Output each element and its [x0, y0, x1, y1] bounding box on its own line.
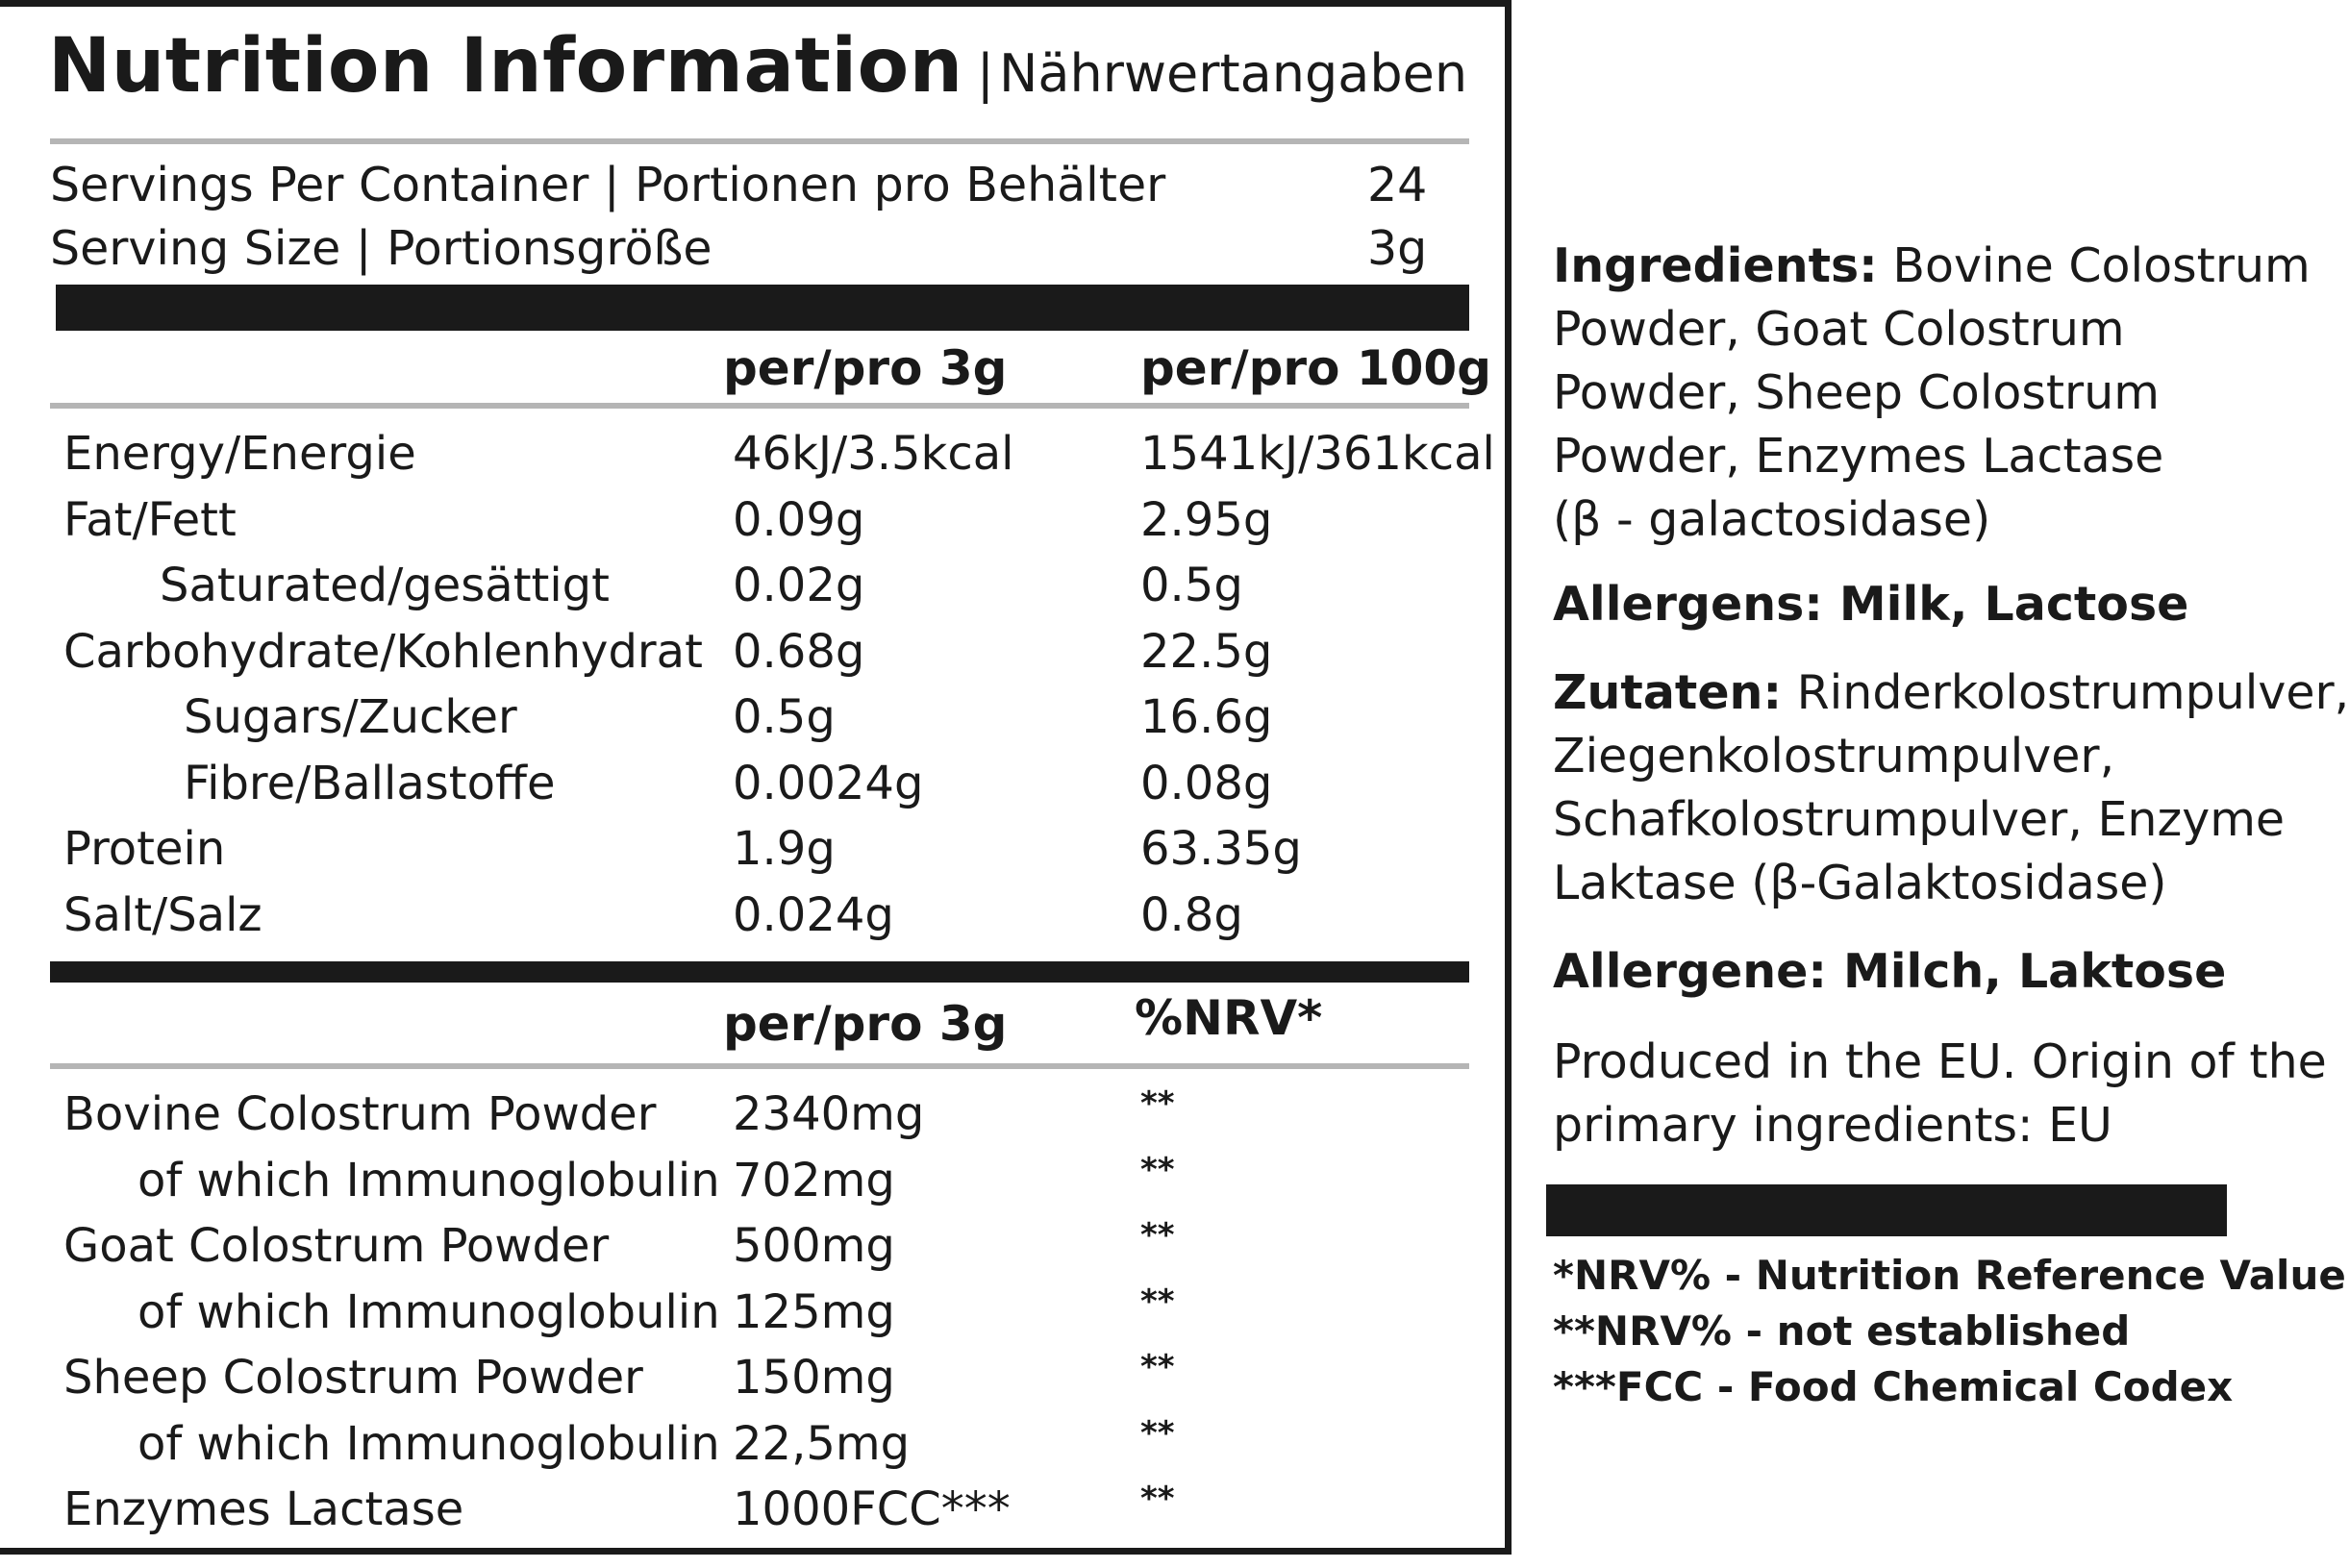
black-bar — [56, 285, 1469, 331]
row-value-col1: 0.0024g — [733, 756, 924, 810]
row-value-col1: 1.9g — [733, 822, 836, 876]
allergene-text: Allergene: Milch, Laktose — [1553, 944, 2227, 999]
row-value-col2: 0.08g — [1140, 756, 1273, 810]
row-value-col1: 2340mg — [733, 1087, 925, 1141]
title-separator: | — [976, 43, 994, 104]
row-label: Bovine Colostrum Powder — [63, 1087, 657, 1141]
row-value-col1: 702mg — [733, 1153, 895, 1207]
title-main: Nutrition Information — [48, 23, 963, 110]
ingredients-line: Bovine Colostrum — [1892, 238, 2311, 293]
row-value-col2: ** — [1140, 1413, 1175, 1453]
origin-line: Produced in the EU. Origin of the — [1553, 1034, 2327, 1089]
ingredients-label: Ingredients: — [1553, 238, 1878, 293]
footnote: ***FCC - Food Chemical Codex — [1553, 1363, 2234, 1410]
row-label: Salt/Salz — [63, 887, 262, 942]
divider — [50, 1063, 1469, 1069]
row-label: Saturated/gesättigt — [160, 559, 610, 612]
zutaten-line: Schafkolostrumpulver, Enzyme — [1553, 792, 2286, 847]
divider — [50, 138, 1469, 144]
zutaten-line: Ziegenkolostrumpulver, — [1553, 729, 2115, 784]
origin-block — [1553, 1031, 2327, 1157]
servings-per-container-value: 24 — [1367, 158, 1428, 212]
black-bar — [50, 961, 1469, 983]
table1-col1-header: per/pro 3g — [723, 340, 1008, 396]
row-value-col2: 63.35g — [1140, 822, 1302, 876]
row-value-col2: 1541kJ/361kcal — [1140, 427, 1495, 481]
row-label: of which Immunoglobulin — [137, 1153, 720, 1207]
footnote: **NRV% - not established — [1553, 1307, 2131, 1355]
row-label: Goat Colostrum Powder — [63, 1219, 610, 1273]
black-bar — [1546, 1184, 2227, 1236]
zutaten-line: Rinderkolostrumpulver, — [1796, 665, 2349, 720]
zutaten-block — [1553, 661, 2349, 915]
row-value-col2: 16.6g — [1140, 690, 1273, 744]
row-value-col1: 0.09g — [733, 492, 865, 547]
serving-size-value: 3g — [1367, 221, 1428, 276]
servings-per-container-label: Servings Per Container | Portionen pro Behälter — [50, 158, 1166, 212]
row-label: of which Immunoglobulin — [137, 1416, 720, 1471]
row-value-col1: 46kJ/3.5kcal — [733, 427, 1014, 481]
allergens-text: Allergens: Milk, Lactose — [1553, 577, 2189, 632]
row-label: Sugars/Zucker — [184, 690, 517, 744]
row-value-col2: 22.5g — [1140, 624, 1273, 679]
footnotes — [1553, 1248, 2346, 1415]
row-value-col1: 0.024g — [733, 887, 894, 942]
zutaten-line: Laktase (β-Galaktosidase) — [1553, 856, 2167, 910]
row-value-col2: ** — [1140, 1282, 1175, 1321]
row-value-col1: 0.68g — [733, 624, 865, 679]
row-label: Fat/Fett — [63, 492, 237, 547]
row-label: of which Immunoglobulin — [137, 1284, 720, 1339]
row-value-col2: ** — [1140, 1150, 1175, 1189]
row-value-col1: 0.02g — [733, 559, 865, 612]
origin-line: primary ingredients: EU — [1553, 1098, 2112, 1153]
zutaten-label: Zutaten: — [1553, 665, 1783, 720]
row-label: Carbohydrate/Kohlenhydrat — [63, 624, 703, 679]
ingredients-line: Powder, Sheep Colostrum — [1553, 365, 2160, 420]
ingredients-line: Powder, Goat Colostrum — [1553, 302, 2125, 357]
row-value-col2: 0.5g — [1140, 559, 1243, 612]
page-title — [48, 23, 1468, 110]
row-value-col2: 2.95g — [1140, 492, 1273, 547]
table2-col2-header: %NRV* — [1135, 990, 1323, 1046]
table2-col1-header: per/pro 3g — [723, 996, 1008, 1052]
row-value-col1: 150mg — [733, 1351, 895, 1405]
divider — [50, 403, 1469, 409]
ingredients-block — [1553, 235, 2311, 552]
row-label: Protein — [63, 822, 226, 876]
row-value-col2: 0.8g — [1140, 887, 1243, 942]
ingredients-line: (β - galactosidase) — [1553, 492, 1991, 547]
row-value-col1: 1000FCC*** — [733, 1482, 1011, 1536]
row-value-col2: ** — [1140, 1480, 1175, 1518]
row-label: Fibre/Ballastoffe — [184, 756, 556, 810]
row-value-col1: 500mg — [733, 1219, 895, 1273]
row-value-col1: 125mg — [733, 1284, 895, 1339]
serving-size-label: Serving Size | Portionsgröße — [50, 221, 712, 276]
row-label: Sheep Colostrum Powder — [63, 1351, 643, 1405]
table1-col2-header: per/pro 100g — [1140, 340, 1491, 396]
ingredients-line: Powder, Enzymes Lactase — [1553, 429, 2164, 484]
row-value-col2: ** — [1140, 1216, 1175, 1255]
title-sub: Nährwertangaben — [998, 43, 1468, 104]
row-label: Energy/Energie — [63, 427, 416, 481]
row-value-col2: ** — [1140, 1084, 1175, 1123]
row-value-col1: 22,5mg — [733, 1416, 911, 1471]
row-label: Enzymes Lactase — [63, 1482, 464, 1536]
row-value-col1: 0.5g — [733, 690, 836, 744]
footnote: *NRV% - Nutrition Reference Value — [1553, 1252, 2346, 1299]
row-value-col2: ** — [1140, 1348, 1175, 1386]
